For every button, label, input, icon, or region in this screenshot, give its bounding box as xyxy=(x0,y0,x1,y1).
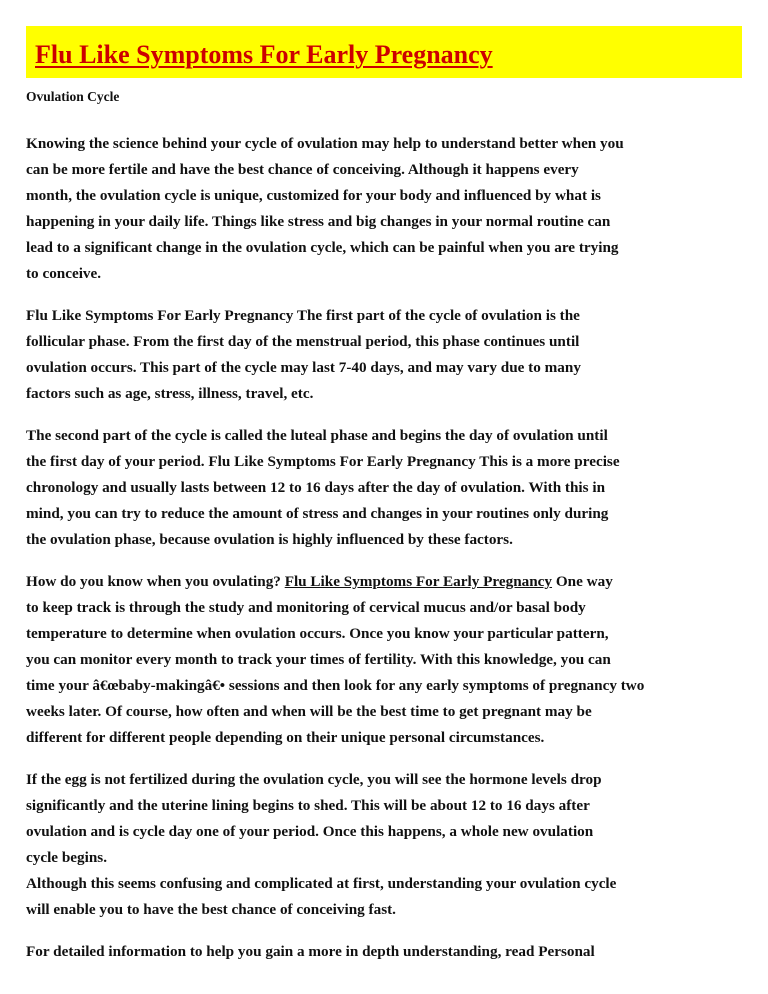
paragraph-luteal-phase xyxy=(26,423,768,553)
paragraph-intro xyxy=(26,131,768,287)
text-line: the first day of your period. Flu Like Symptoms For Early Pregnancy This is a more precise xyxy=(26,453,620,470)
text-line: If the egg is not fertilized during the ovulation cycle, you will see the hormone levels drop xyxy=(26,771,602,788)
text-line: to conceive. xyxy=(26,265,102,282)
text-line: lead to a significant change in the ovulation cycle, which can be painful when you are trying xyxy=(26,239,619,256)
text-line: mind, you can try to reduce the amount of stress and changes in your routines only during xyxy=(26,505,609,522)
text-line: cycle begins. xyxy=(26,849,107,866)
text-line: follicular phase. From the first day of the menstrual period, this phase continues until xyxy=(26,333,580,350)
text-line: chronology and usually lasts between 12 to 16 days after the day of ovulation. With this in xyxy=(26,479,606,496)
text-line: Flu Like Symptoms For Early Pregnancy The first part of the cycle of ovulation is the xyxy=(26,307,580,324)
article-link[interactable]: Flu Like Symptoms For Early Pregnancy xyxy=(284,573,553,590)
paragraph-follicular-phase xyxy=(26,303,768,407)
text-line: the ovulation phase, because ovulation is highly influenced by these factors. xyxy=(26,531,513,548)
text-line: temperature to determine when ovulation occurs. Once you know your particular pattern, xyxy=(26,625,609,642)
text-run: One way xyxy=(552,573,613,590)
text-line: ovulation and is cycle day one of your period. Once this happens, a whole new ovulation xyxy=(26,823,594,840)
section-subtitle: Ovulation Cycle xyxy=(26,89,120,104)
text-line: significantly and the uterine lining begins to shed. This will be about 12 to 16 days after xyxy=(26,797,590,814)
text-line: happening in your daily life. Things like stress and big changes in your normal routine can xyxy=(26,213,611,230)
text-line: will enable you to have the best chance of conceiving fast. xyxy=(26,901,396,918)
text-line: to keep track is through the study and monitoring of cervical mucus and/or basal body xyxy=(26,599,586,616)
text-line-with-link xyxy=(26,569,768,595)
paragraph-new-cycle xyxy=(26,767,768,923)
text-line: Although this seems confusing and complicated at first, understanding your ovulation cycle xyxy=(26,875,617,892)
text-run: How do you know when you ovulating? xyxy=(26,573,285,590)
text-line: factors such as age, stress, illness, travel, etc. xyxy=(26,385,314,402)
text-line: month, the ovulation cycle is unique, customized for your body and influenced by what is xyxy=(26,187,601,204)
text-line: The second part of the cycle is called the luteal phase and begins the day of ovulation until xyxy=(26,427,608,444)
text-line: can be more fertile and have the best chance of conceiving. Although it happens every xyxy=(26,161,579,178)
text-line: different for different people depending on their unique personal circumstances. xyxy=(26,729,545,746)
text-line: Knowing the science behind your cycle of ovulation may help to understand better when you xyxy=(26,135,624,152)
paragraph-ovulation-tracking xyxy=(26,569,768,751)
paragraph-further-reading xyxy=(26,939,768,965)
text-line: weeks later. Of course, how often and when will be the best time to get pregnant may be xyxy=(26,703,592,720)
article-body xyxy=(26,131,768,981)
document-title: Flu Like Symptoms For Early Pregnancy xyxy=(35,40,493,69)
text-line: For detailed information to help you gain a more in depth understanding, read Personal xyxy=(26,943,595,960)
text-line: time your â€œbaby-makingâ€• sessions and then look for any early symptoms of pregnancy two xyxy=(26,677,645,694)
text-line: you can monitor every month to track your times of fertility. With this knowledge, you can xyxy=(26,651,611,668)
text-line: ovulation occurs. This part of the cycle may last 7-40 days, and may vary due to many xyxy=(26,359,581,376)
